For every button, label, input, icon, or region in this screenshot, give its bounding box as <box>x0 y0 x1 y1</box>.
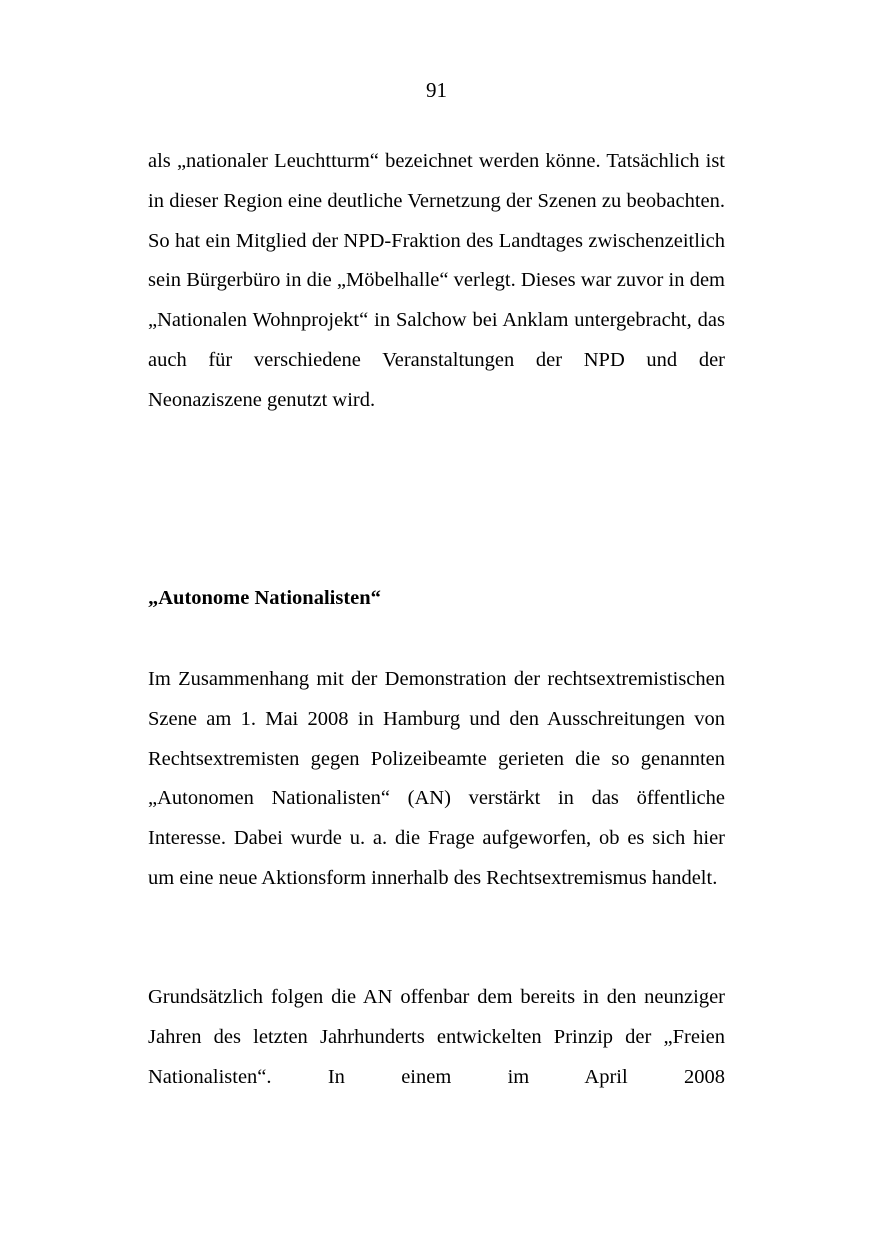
intro-paragraph: als „nationaler Leuchtturm“ bezeichnet werden könne. Tatsächlich ist in dieser Region eine deutliche Vernetzung der Szenen zu beobachten. So hat ein Mitglied der NPD-Fraktion des Landtages zwischenzeitlich sein Bürgerbüro in die „Möbelhalle“ verlegt. Dieses war zuvor in dem „Nationalen Wohnprojekt“ in Salchow bei Anklam untergebracht, das auch für verschiedene Veranstaltungen der NPD und der Neonaziszene genutzt wird. <box>148 150 725 411</box>
section-heading: „Autonome Nationalisten“ <box>148 587 381 609</box>
page-number: 91 <box>426 78 447 102</box>
section-paragraph-2: Grundsätzlich folgen die AN offenbar dem bereits in den neunziger Jahren des letzten Jahrhunderts entwickelten Prinzip der „Freien Nationalisten“. In einem im April 2008 <box>148 986 725 1088</box>
section-text-block-2 <box>148 978 725 1097</box>
section-text-block-1 <box>148 660 725 899</box>
section-paragraph-1: Im Zusammenhang mit der Demonstration der rechtsextremistischen Szene am 1. Mai 2008 in Hamburg und den Ausschreitungen von Rechtsextremisten gegen Polizeibeamte gerieten die so genannten „Autonomen Nationalisten“ (AN) verstärkt in das öffentliche Interesse. Dabei wurde u. a. die Frage aufgeworfen, ob es sich hier um eine neue Aktionsform innerhalb des Rechtsextremismus handelt. <box>148 668 725 889</box>
intro-text-block <box>148 142 725 421</box>
